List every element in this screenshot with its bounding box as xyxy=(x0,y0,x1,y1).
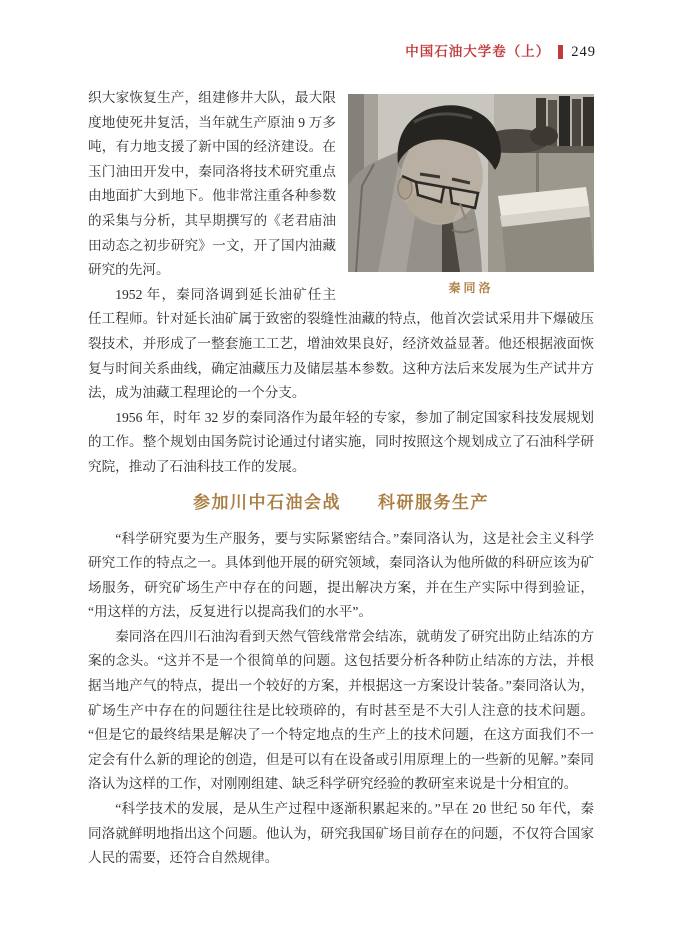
paragraph: 1952 年，秦同洛调到延长油矿任主任工程师。针对延长油矿属于致密的裂缝性油藏的特点，他首次尝试采用井下爆破压裂技术，并形成了一整套施工工艺，增油效果良好，经济效益显著。他还根据液面恢复与时间关系曲线，确定油藏压力及储层基本参数。这种方法后来发展为生产试井方法，成为油藏工程理论的一个分支。 xyxy=(88,286,594,401)
article-body xyxy=(88,86,594,871)
page-number-divider xyxy=(558,45,563,59)
paragraph: “科学研究要为生产服务，要与实际紧密结合。”秦同洛认为，这是社会主义科学研究工作的特点之一。具体到他开展的研究领域，秦同洛认为他所做的科研应该为矿场服务，研究矿场生产中存在的问题，提出解决方案，并在生产实际中得到验证，“用这样的方法，反复进行以提高我们的水平”。 xyxy=(88,530,594,620)
page-number: 249 xyxy=(571,44,596,60)
paragraph: 织大家恢复生产，组建修井大队，最大限度地使死井复活，当年就生产原油 9 万多吨，有力地支援了新中国的经济建设。在玉门油田开发中，秦同洛将技术研究重点由地面扩大到地下。他非常注重各种参数的采集与分析，其早期撰写的《老君庙油田动态之初步研究》一文，开了国内油藏研究的先河。 xyxy=(88,90,336,278)
portrait-figure xyxy=(348,94,594,294)
header-title: 中国石油大学卷（上） xyxy=(405,44,551,59)
paragraph: 秦同洛在四川石油沟看到天然气管线常常会结冻，就萌发了研究出防止结冻的方案的念头。“这并不是一个很简单的问题。这包括要分析各种防止结冻的方法，并根据当地产气的特点，提出一个较好的方案，并根据这一方案设计装备。”秦同洛认为，矿场生产中存在的问题往往是比较琐碎的，有时甚至是不大引人注意的技术问题。“但是它的最终结果是解决了一个特定地点的生产上的技术问题，在这方面我们不一定会有什么新的理论的创造，但是可以有在设备或引用原理上的一些新的见解。”秦同洛认为这样的工作，对刚刚组建、缺乏科学研究经验的教研室来说是十分相宜的。 xyxy=(88,628,594,792)
portrait-photo xyxy=(348,94,594,272)
paragraph: 1956 年，时年 32 岁的秦同洛作为最年轻的专家，参加了制定国家科技发展规划的工作。整个规划由国务院讨论通过付诸实施，同时按照这个规划成立了石油科学研究院，推动了石油科技工作的发展。 xyxy=(88,409,594,474)
portrait-caption: 秦同洛 xyxy=(448,281,494,295)
section-heading: 参加川中石油会战 科研服务生产 xyxy=(193,492,489,512)
paragraph: “科学技术的发展，是从生产过程中逐渐积累起来的。”早在 20 世纪 50 年代，秦同洛就鲜明地指出这个问题。他认为，研究我国矿场目前存在的问题，不仅符合国家人民的需要，还符合自然规律。 xyxy=(88,801,594,866)
page-header xyxy=(405,44,596,60)
